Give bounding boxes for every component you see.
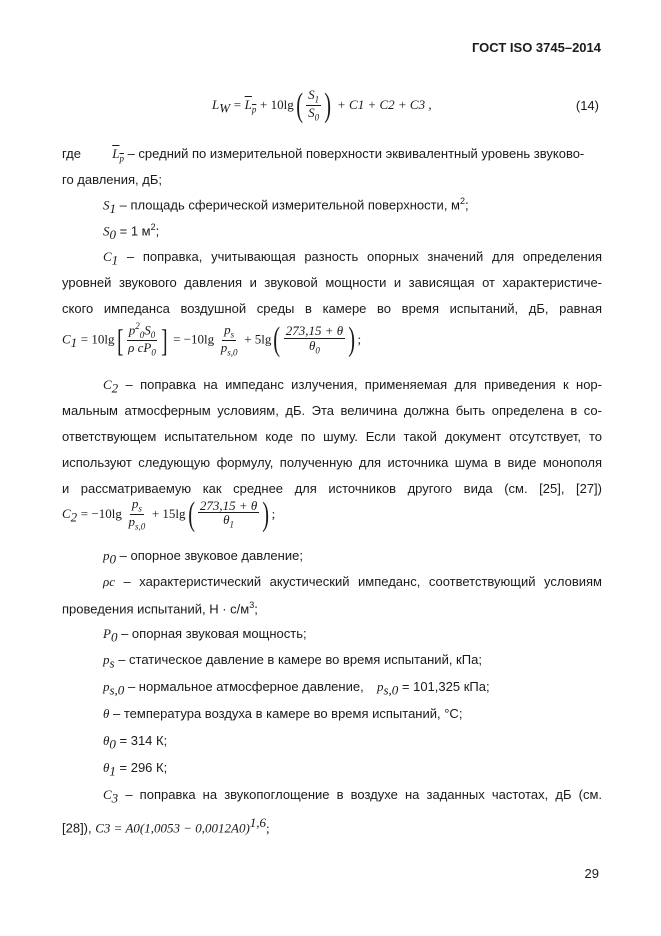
def-rho-c: ρc – характеристический акустический импеданс, соответствующий условиям bbox=[103, 574, 602, 589]
def-P0: $P_0$ – опорная звуковая мощность; bbox=[103, 626, 307, 645]
text-line: уровней звукового давления и звуковой мощности и зависящая от характеристиче- bbox=[62, 275, 602, 290]
text-line: мальным атмосферным условиям, дБ. Эта величина должна быть определена в со- bbox=[62, 403, 602, 418]
def-theta: θ – температура воздуха в камере во время испытаний, °С; bbox=[103, 706, 463, 721]
document-header: ГОСТ ISO 3745–2014 bbox=[471, 40, 601, 55]
def-p0: $p_0$ – опорное звуковое давление; bbox=[103, 548, 303, 567]
def-s1: $S_1$ – площадь сферической измерительной поверхности, $м^2$; bbox=[103, 196, 469, 216]
c1-formula: $C_1 = 10\lg$[ $\frac{p^2_0S_0}{\rho cP_0}$ ] = −10lg $\frac{p_s}{p_{s,0}}$ + 5lg( $\frac{273,15 + \theta}{\theta_0}$ ) ; bbox=[62, 321, 362, 359]
def-c3: $C_3$ – поправка на звукопоглощение в воздухе на заданных частотах, дБ (см. bbox=[103, 787, 602, 806]
def-theta1: $\theta_1 = 296$ К; bbox=[103, 760, 168, 779]
text-line: ского импеданса воздушной среды в камере во время испытаний, дБ, равная bbox=[62, 301, 602, 316]
text-line: и рассматриваемую как среднее для источников другого вида (см. [25], [27]) bbox=[62, 481, 602, 496]
equation-14: $L_W = L_p + 10\lg$( $\frac{S_1}{S_0}$ ) + C1 + C2 + C3 , bbox=[212, 86, 432, 124]
mean-level-symbol: $L_p$ bbox=[244, 96, 257, 115]
def-mean-level: где $L_p$ – средний по измерительной поверхности эквивалентный уровень звуково- bbox=[62, 146, 585, 164]
def-c2: $C_2$ – поправка на импеданс излучения, применяемая для приведения к нор- bbox=[103, 377, 602, 396]
def-theta0: $\theta_0 = 314$ К; bbox=[103, 733, 168, 752]
text-line: ответствующем испытательном коде по шуму. Если такой документ отсутствует, то bbox=[62, 429, 602, 444]
text-line: используют следующую формулу, полученную для источника шума в виде монополя bbox=[62, 455, 602, 470]
def-ps0: $p_{s,0}$ – нормальное атмосферное давление, $p_{s,0} = 101,325$ кПа; bbox=[103, 679, 490, 698]
text-line: го давления, дБ; bbox=[62, 172, 162, 187]
def-c1: $C_1$ – поправка, учитывающая разность опорных значений для определения bbox=[103, 249, 602, 268]
equation-number: (14) bbox=[575, 98, 599, 113]
page-number: 29 bbox=[584, 866, 599, 881]
text-line: проведения испытаний, $Н \cdot с/м^3$; bbox=[62, 600, 258, 617]
def-s0: $S_0 = 1$ $м^2$; bbox=[103, 222, 160, 242]
c3-formula-line: [28]), $C3 = A0(1,0053 - 0,0012A0)^{1,6}$; bbox=[62, 815, 270, 836]
eq14-fraction: $\frac{S_1}{S_0}$ bbox=[308, 87, 320, 123]
def-ps: $p_s$ – статическое давление в камере во время испытаний, кПа; bbox=[103, 652, 482, 671]
c2-formula: $C_2 = -10\lg$ $\frac{p_s}{p_{s,0}}$ + 15lg( $\frac{273,15 + \theta}{\theta_1}$ ) ; bbox=[62, 495, 276, 533]
